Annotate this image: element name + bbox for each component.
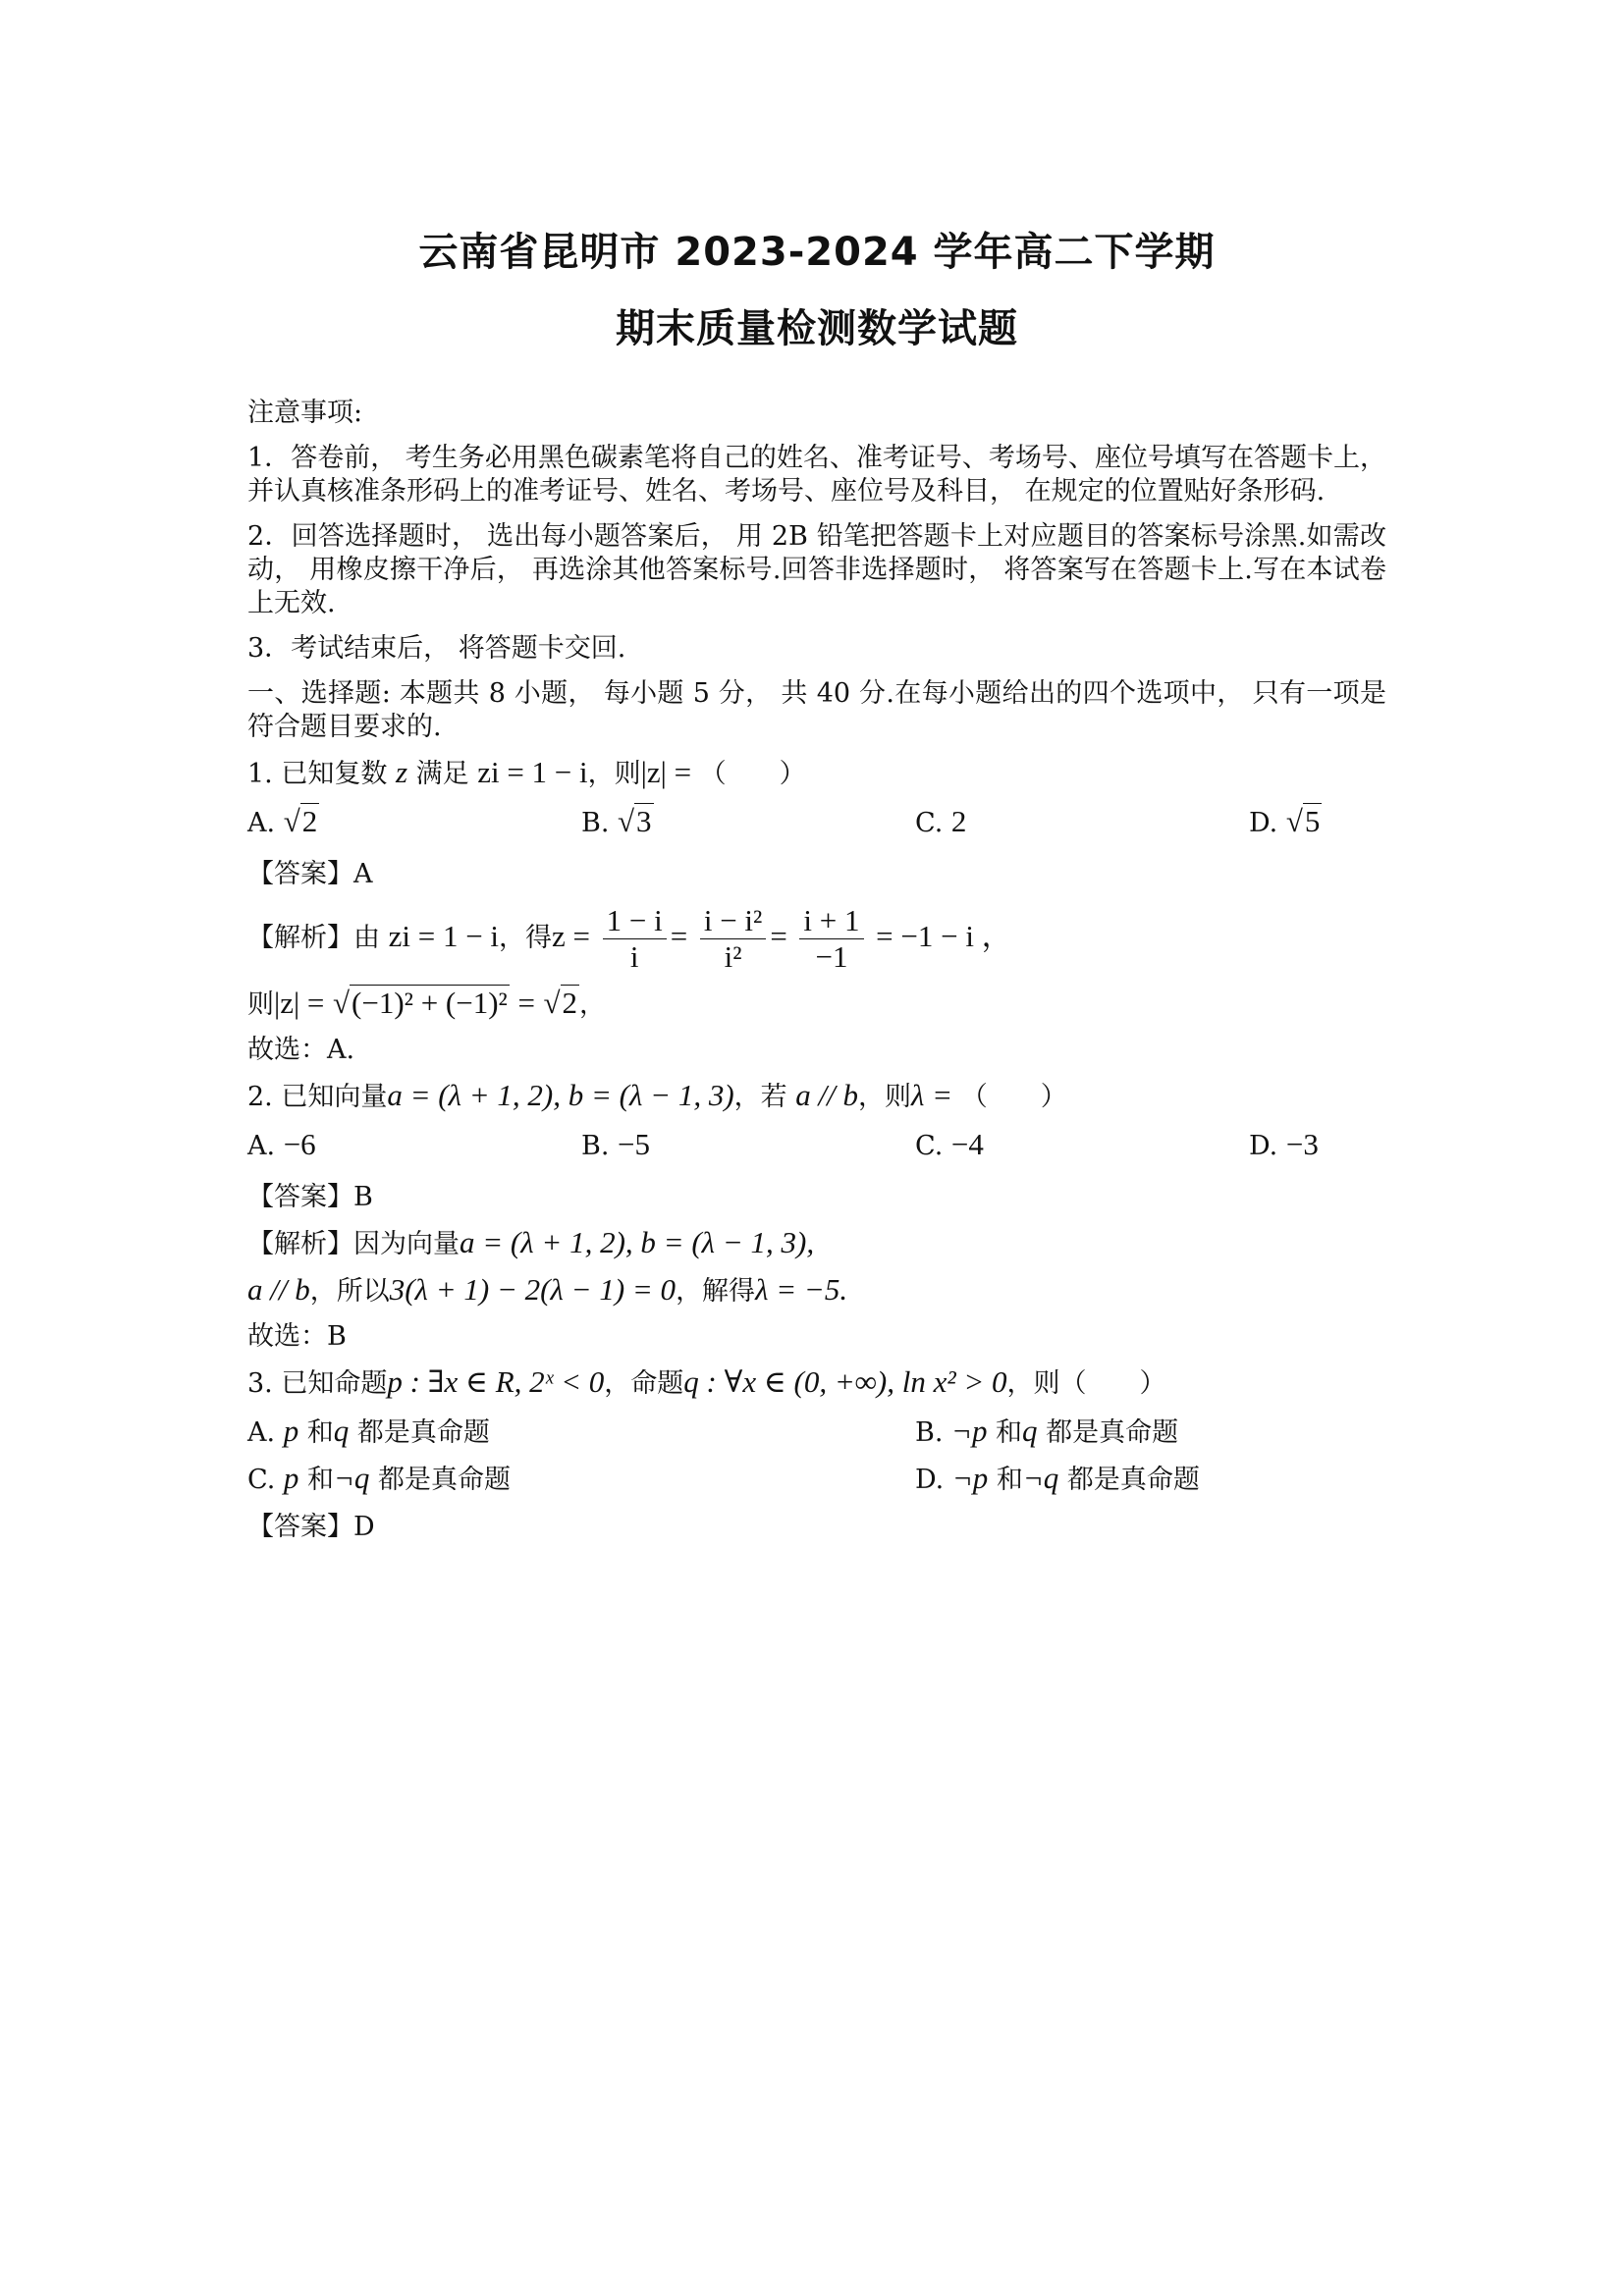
question-2 [247,1079,1386,1354]
option-value: −3 [1285,1127,1319,1161]
sqrt-symbol-icon: √ [618,804,635,838]
analysis-so: ，所以 [309,1276,390,1307]
option-label: C. [915,1131,944,1161]
section-intro: 一、选择题: 本题共 8 小题， 每小题 5 分， 共 40 分.在每小题给出的四个选项中， 只有一项是符合题目要求的. [247,678,1386,742]
q3-option-b [915,1415,1386,1450]
q1-analysis-line1: 【解析】由 zi = 1 − i，得z = $\frac{1 - i}{i}$ = $\frac{\text{i − i²}}{\text{i²}}$ = $\frac{i + 1}{-1}$ = −1 − i ， [247,903,1012,974]
question-1 [247,756,1386,1067]
exam-page [247,216,1386,1556]
analysis-tag: 【解析】 [247,1229,353,1259]
option-tail: 都是真命题 [377,1465,511,1495]
modulus-lhs: |z| = [274,986,325,1020]
option-value: 2 [950,804,967,838]
option-second: q [1022,1414,1038,1448]
q1-option-a [247,805,581,840]
q2-stem-prefix: 2. 已知向量 [247,1082,388,1112]
option-and: 和 [996,1417,1023,1448]
option-first: p [283,1461,299,1495]
analysis-parallel: a // b [247,1272,310,1307]
analysis-then: 则 [247,989,274,1020]
q2-analysis-line2 [247,1273,1386,1308]
analysis-equation: 3(λ + 1) − 2(λ − 1) = 0 [389,1272,677,1307]
modulus-equals: = [517,986,535,1020]
option-second: q [333,1414,350,1448]
analysis-vectors: a = (λ + 1, 2), b = (λ − 1, 3), [460,1225,815,1259]
sqrt-symbol-icon: √ [543,986,561,1020]
analysis-solve: ，解得 [676,1276,756,1307]
q3-stem-mid: ，命题 [604,1368,684,1399]
question-3-stem [247,1365,1386,1401]
q1-stem-prefix: 1. 已知复数 [247,759,388,789]
q3-stem-prefix: 3. 已知命题 [247,1368,388,1399]
option-label: A. [247,808,276,838]
q3-options [247,1415,1386,1497]
q2-choose: 故选：B [247,1321,347,1352]
fraction-3: $\frac{i + 1}{-1}$ [799,903,863,975]
option-label: C. [247,1465,276,1495]
notice-item-1: 1．答卷前， 考生务必用黑色碳素笔将自己的姓名、准考证号、考场号、座位号填写在答题卡上， 并认真核准条形码上的准考证号、姓名、考场号、座位号及科目， 在规定的位置贴好条形码. [247,443,1386,507]
option-value: −4 [950,1127,984,1161]
q1-choose: 故选：A. [247,1035,355,1065]
analysis-text: 因为向量 [353,1229,460,1259]
modulus-inner: (−1)² + (−1)² [352,986,508,1020]
option-first: ¬p [951,1461,989,1495]
q2-stem-then: ，则 [858,1082,911,1112]
option-label: D. [1249,808,1278,838]
option-value: 5 [1304,804,1321,838]
notice-item-3: 3．考试结束后， 将答题卡交回. [247,633,626,664]
option-value: −5 [618,1127,651,1161]
option-label: D. [1249,1131,1278,1161]
q2-paren: （ ） [960,1082,1067,1112]
q3-option-c [247,1462,915,1497]
option-label: A. [247,1131,276,1161]
analysis-result: λ = −5. [755,1272,848,1307]
question-2-stem [247,1079,1386,1114]
option-label: C. [915,808,944,838]
sqrt-symbol-icon: √ [283,804,300,838]
answer-tag: 【答案】 [247,859,353,889]
analysis-get: ，得 [499,923,553,953]
option-and: 和 [306,1417,334,1448]
fraction-1: $\frac{1 - i}{i}$ [603,903,667,975]
q1-ask: |z| = [640,755,692,789]
modulus-end: ， [579,989,607,1020]
q2-option-b [581,1128,915,1163]
option-and: 和 [306,1465,334,1495]
option-label: B. [915,1417,944,1448]
q1-option-b [581,805,915,840]
analysis-condition: zi = 1 − i [388,919,500,953]
q2-option-d [1249,1128,1386,1163]
q3-answer [247,1511,1386,1544]
q1-option-d [1249,805,1386,840]
q2-options [247,1128,1386,1163]
question-1-stem [247,756,1386,791]
q2-stem-if: ，若 [733,1082,787,1112]
answer-tag: 【答案】 [247,1182,353,1212]
analysis-by: 由 [353,923,380,953]
modulus-value: 2 [562,986,578,1020]
q1-analysis-line2 [247,987,1386,1022]
exam-title-line2: 期末质量检测数学试题 [616,306,1018,351]
option-label: D. [915,1465,945,1495]
option-and: 和 [996,1465,1023,1495]
q2-vectors: a = (λ + 1, 2), b = (λ − 1, 3) [387,1078,734,1112]
option-tail: 都是真命题 [1046,1417,1179,1448]
sqrt-symbol-icon: √ [1285,804,1303,838]
q1-options [247,805,1386,840]
q2-option-c [915,1128,1249,1163]
analysis-tag: 【解析】 [247,923,353,953]
q2-ask: λ = [911,1078,953,1112]
q2-option-a [247,1128,581,1163]
option-value: 2 [301,804,318,838]
fraction-2: $\frac{\text{i − i²}}{\text{i²}}$ [700,903,767,975]
option-value: 3 [636,804,652,838]
option-first: ¬p [951,1414,988,1448]
answer-value: B [353,1182,373,1212]
option-label: A. [247,1417,276,1448]
option-tail: 都是真命题 [356,1417,490,1448]
analysis-z-eq: z = [552,919,591,953]
q1-paren: （ ） [699,759,806,789]
q2-parallel: a // b [795,1078,858,1112]
q1-stem-then: ，则 [587,759,641,789]
notice-item-2: 2．回答选择题时， 选出每小题答案后， 用 2B 铅笔把答题卡上对应题目的答案标号涂黑.如需改动， 用橡皮擦干净后， 再选涂其他答案标号.回答非选择题时， 将答案写在答题卡上.写在本试卷上无效. [247,521,1386,618]
q1-stem-mid: 满足 [415,759,469,789]
answer-value: A [353,859,373,889]
q2-analysis-line1 [247,1226,1386,1261]
notice-heading: 注意事项: [247,398,363,428]
option-tail: 都是真命题 [1066,1465,1200,1495]
option-second: ¬q [333,1461,370,1495]
q3-p-statement: p : ∃x ∈ R, 2ˣ < 0 [387,1364,605,1399]
q3-option-a [247,1415,915,1450]
option-first: p [283,1414,299,1448]
q1-option-c [915,805,1249,840]
q3-q-statement: q : ∀x ∈ (0, +∞), ln x² > 0 [683,1364,1007,1399]
sqrt-symbol-icon: √ [333,986,351,1020]
answer-value: D [353,1512,375,1542]
option-value: −6 [283,1127,316,1161]
q1-condition: zi = 1 − i [477,755,588,789]
q2-answer [247,1181,1386,1214]
answer-tag: 【答案】 [247,1512,353,1542]
option-second: ¬q [1022,1461,1059,1495]
option-label: B. [581,808,610,838]
q1-var-z: z [395,755,408,789]
q1-answer [247,858,1386,891]
exam-title-line1: 云南省昆明市 2023-2024 学年高二下学期 [418,230,1216,275]
question-3 [247,1365,1386,1544]
analysis-tail: = −1 − i ， [876,919,1012,953]
option-label: B. [581,1131,610,1161]
q3-option-d [915,1462,1386,1497]
q3-stem-then: ，则（ ） [1006,1368,1166,1399]
